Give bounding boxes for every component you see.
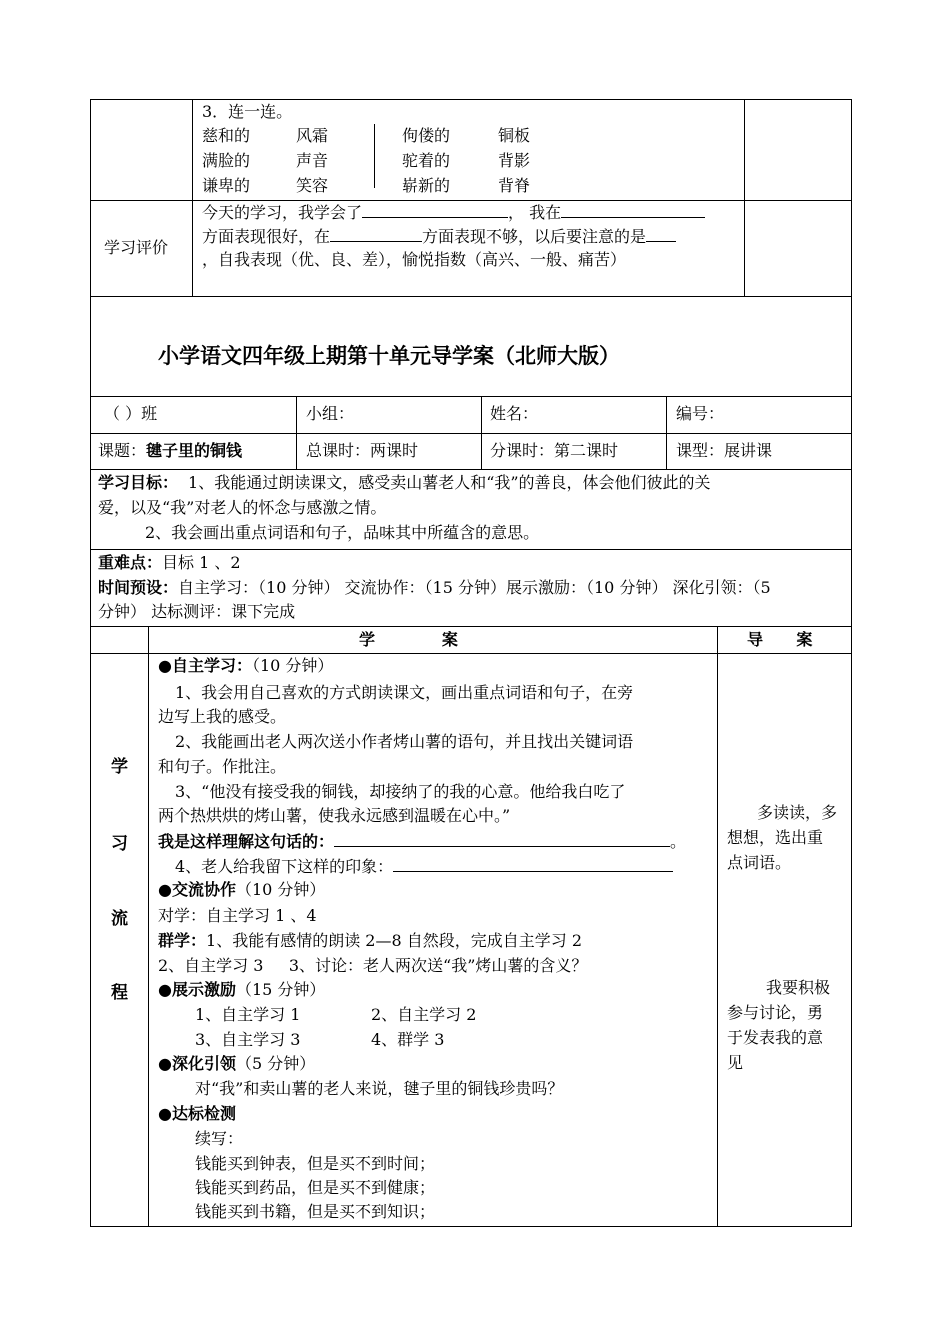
guide-header: 导 案 bbox=[747, 630, 813, 649]
evaluation-line3: ，自我表现（优、良、差），愉悦指数（高兴、一般、痛苦） bbox=[202, 250, 627, 269]
fill-blank[interactable] bbox=[362, 201, 508, 218]
lesson-total: 总课时：两课时 bbox=[306, 441, 419, 460]
match-item: 崭新的 bbox=[402, 176, 451, 195]
fill-blank[interactable] bbox=[330, 225, 422, 242]
page-title: 小学语文四年级上期第十单元导学案（北师大版） bbox=[158, 344, 620, 368]
match-item: 铜板 bbox=[498, 126, 531, 145]
evaluation-line2: 方面表现很好，在 方面表现不够，以后要注意的是 bbox=[202, 225, 676, 248]
name-field[interactable]: 姓名： bbox=[490, 404, 539, 423]
lesson-type: 课型：展讲课 bbox=[676, 441, 773, 460]
lesson-topic: 课题：毽子里的铜钱 bbox=[98, 441, 243, 460]
match-item: 驼着的 bbox=[402, 151, 451, 170]
number-field[interactable]: 编号： bbox=[676, 404, 725, 423]
plan-header: 学 案 bbox=[359, 630, 458, 649]
key-points: 重难点：目标 1 、2 bbox=[98, 553, 241, 572]
group-field[interactable]: 小组： bbox=[306, 404, 355, 423]
match-item: 笑容 bbox=[296, 176, 329, 195]
match-item: 风霜 bbox=[296, 126, 329, 145]
fill-blank[interactable] bbox=[646, 225, 676, 242]
match-item: 背脊 bbox=[498, 176, 531, 195]
match-heading: 3．连一连。 bbox=[202, 102, 293, 121]
match-item: 声音 bbox=[296, 151, 329, 170]
match-item: 佝偻的 bbox=[402, 126, 451, 145]
class-field[interactable]: （ ）班 bbox=[104, 404, 158, 423]
lesson-period: 分课时：第二课时 bbox=[490, 441, 619, 460]
match-item: 慈和的 bbox=[202, 126, 251, 145]
match-item: 谦卑的 bbox=[202, 176, 251, 195]
match-item: 满脸的 bbox=[202, 151, 251, 170]
evaluation-label: 学习评价 bbox=[104, 238, 169, 257]
evaluation-line1: 今天的学习，我学会了 ， 我在 bbox=[202, 201, 705, 224]
fill-blank[interactable] bbox=[561, 201, 705, 218]
fill-blank[interactable] bbox=[334, 830, 670, 847]
fill-blank[interactable] bbox=[393, 855, 673, 872]
match-item: 背影 bbox=[498, 151, 531, 170]
